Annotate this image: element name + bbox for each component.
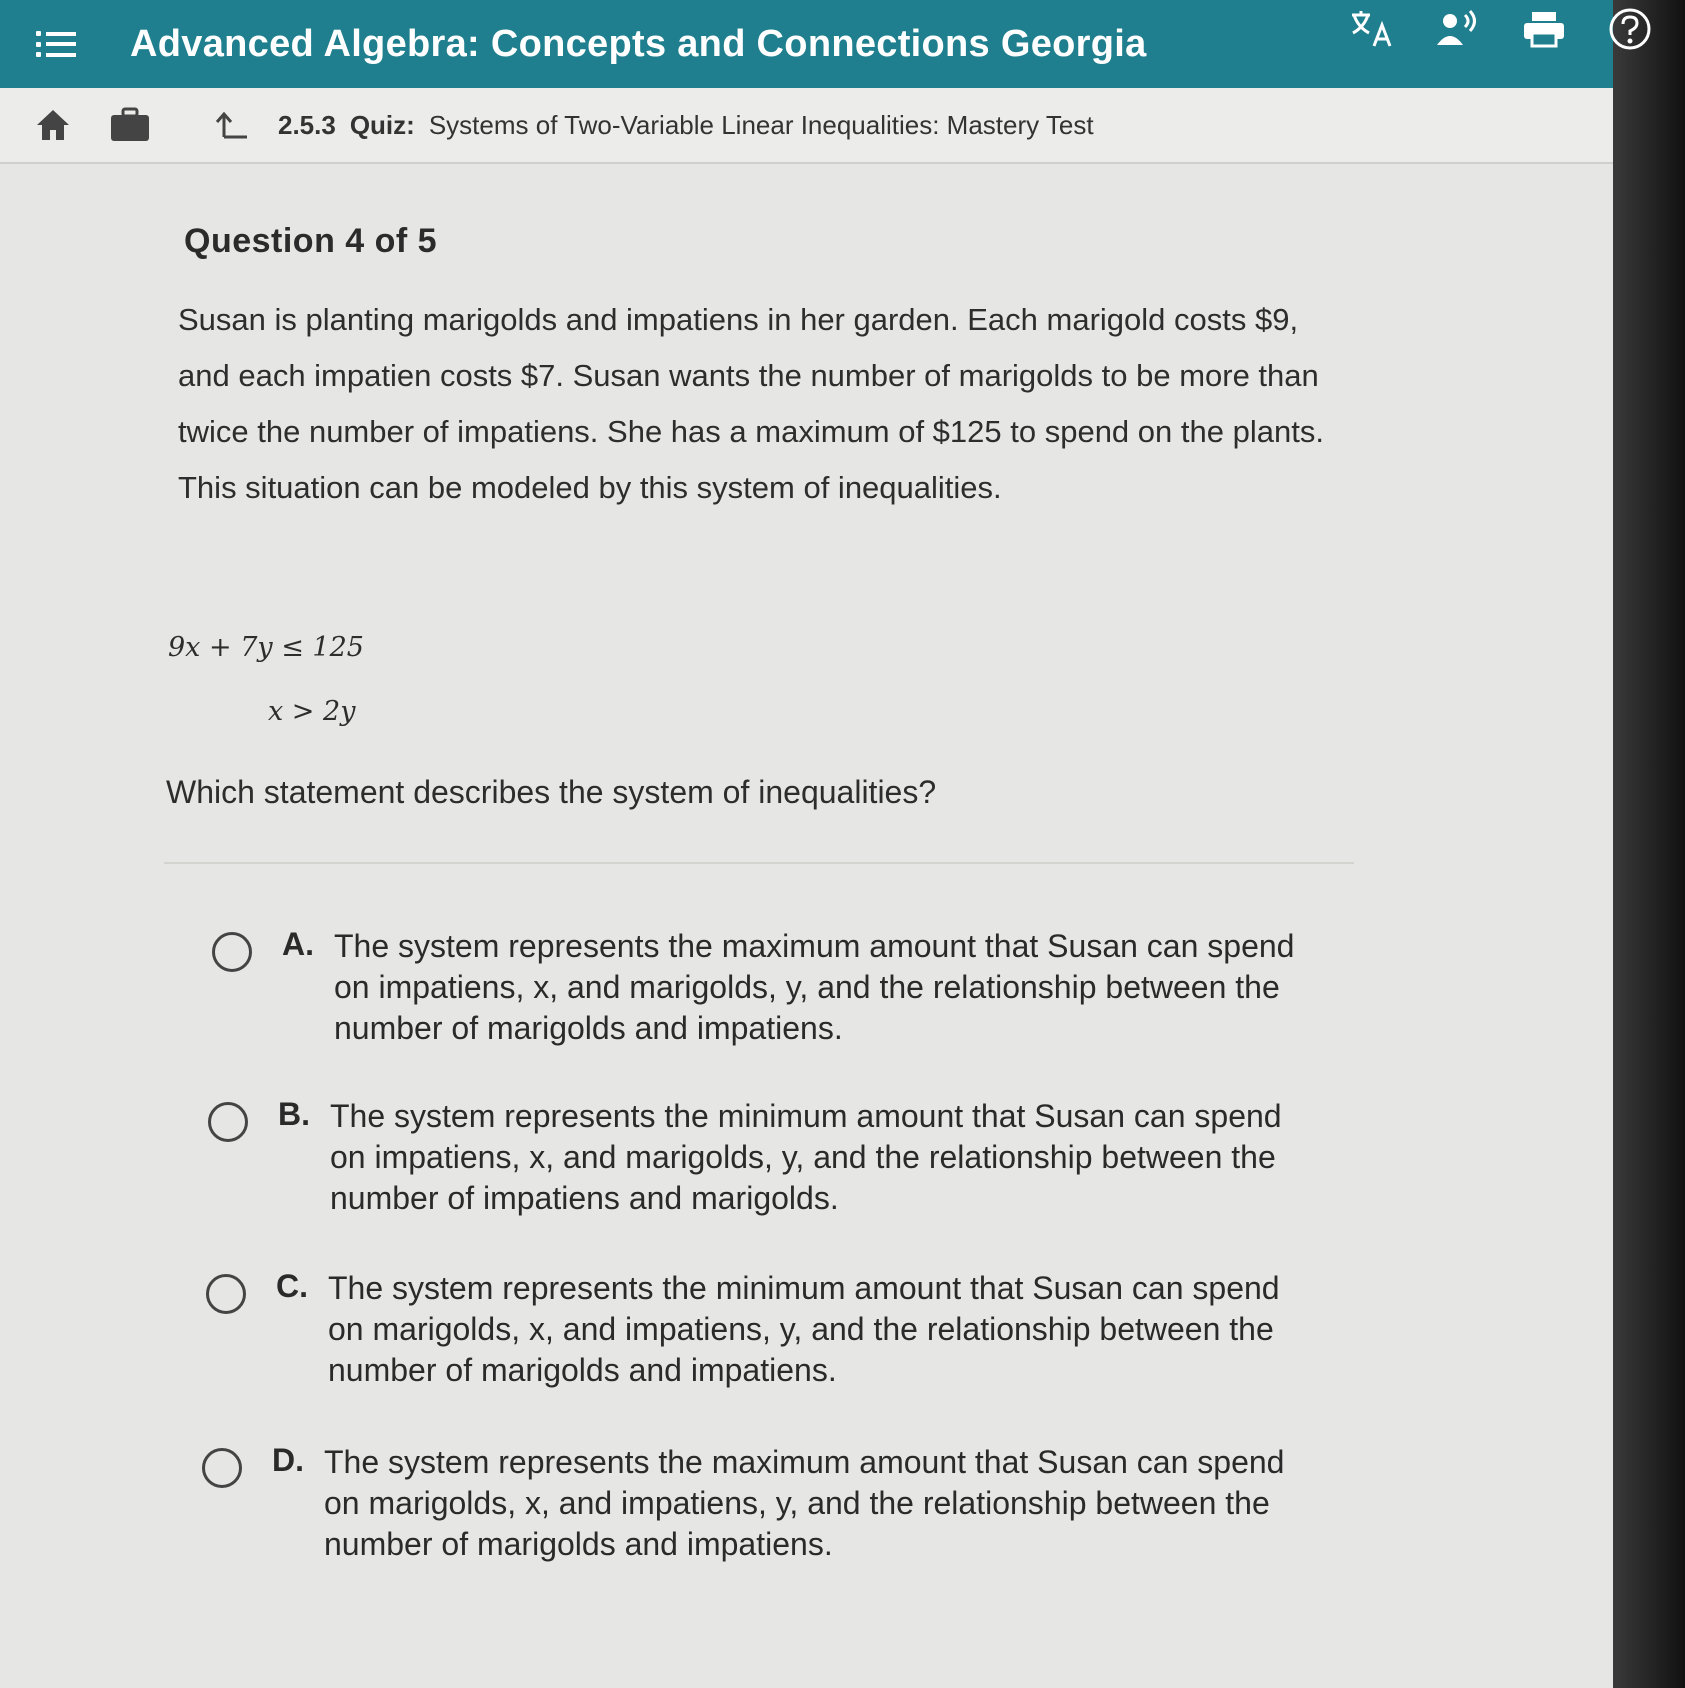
print-icon[interactable]	[1521, 6, 1567, 52]
choice-text: The system represents the minimum amount that Susan can spend on impatiens, x, and marigolds, y, and the relationship between the number of impatiens and marigolds.	[330, 1098, 1282, 1216]
toolbar	[1349, 6, 1653, 52]
briefcase-icon[interactable]	[108, 104, 152, 146]
radio-button-c[interactable]	[206, 1274, 246, 1314]
answer-choice-c[interactable]	[206, 1268, 1346, 1391]
inequality-2: x > 2y	[268, 696, 356, 727]
menu-list-icon[interactable]	[36, 31, 76, 57]
radio-button-d[interactable]	[202, 1448, 242, 1488]
choice-text: The system represents the minimum amount that Susan can spend on marigolds, x, and impatiens, y, and the relationship between the number of marigolds and impatiens.	[328, 1270, 1280, 1388]
radio-button-b[interactable]	[208, 1102, 248, 1142]
question-number: Question 4 of 5	[184, 222, 438, 260]
question-content	[0, 162, 1613, 1688]
read-aloud-icon[interactable]	[1435, 6, 1481, 52]
answer-choice-a[interactable]	[212, 926, 1352, 1049]
choice-letter: C.	[276, 1268, 308, 1304]
lesson-type: Quiz:	[349, 109, 415, 140]
translate-icon[interactable]	[1349, 6, 1395, 52]
choice-letter: A.	[282, 926, 314, 962]
answer-choice-d[interactable]	[202, 1442, 1342, 1565]
question-text: Susan is planting marigolds and impatiens in her garden. Each marigold costs $9, and each impatien costs $7. Susan wants the number of marigolds to be more than twice the number of impatiens. She has a maximum of $125 to spend on the plants. This situation can be modeled by this system of inequalities.	[178, 302, 1324, 505]
home-icon[interactable]	[32, 104, 74, 146]
quiz-navigation-bar	[0, 88, 1613, 164]
choice-letter: D.	[272, 1442, 304, 1478]
up-arrow-icon[interactable]	[212, 105, 252, 145]
choice-text: The system represents the maximum amount that Susan can spend on marigolds, x, and impatiens, y, and the relationship between the number of marigolds and impatiens.	[324, 1444, 1285, 1562]
breadcrumb	[278, 110, 1094, 141]
device-bezel	[1613, 0, 1685, 1688]
choice-text: The system represents the maximum amount that Susan can spend on impatiens, x, and marigolds, y, and the relationship between the number of marigolds and impatiens.	[334, 928, 1295, 1046]
lesson-number: 2.5.3	[278, 109, 336, 140]
lesson-title: Systems of Two-Variable Linear Inequalities: Mastery Test	[428, 109, 1094, 140]
inequality-1: 9x + 7y ≤ 125	[168, 632, 364, 663]
choice-letter: B.	[278, 1096, 310, 1132]
radio-button-a[interactable]	[212, 932, 252, 972]
help-icon[interactable]	[1607, 6, 1653, 52]
app-title: Advanced Algebra: Concepts and Connections Georgia	[130, 22, 1147, 65]
answer-choice-b[interactable]	[208, 1096, 1348, 1219]
question-prompt: Which statement describes the system of inequalities?	[166, 774, 937, 810]
divider	[164, 862, 1354, 864]
